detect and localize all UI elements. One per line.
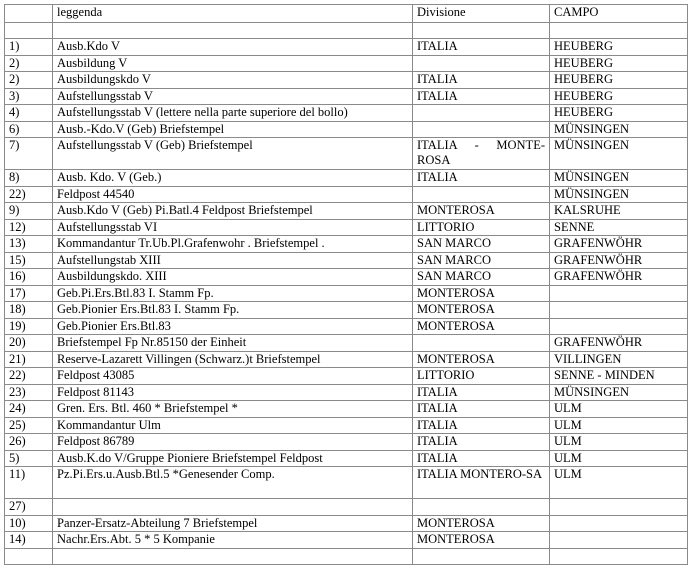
cell-num: 26): [5, 434, 53, 451]
cell-campo: GRAFENWÖHR: [550, 236, 688, 253]
stamp-table: [4, 4, 688, 565]
cell-divisione: MONTEROSA: [413, 285, 550, 302]
cell-num: 20): [5, 335, 53, 352]
cell-num: 18): [5, 302, 53, 319]
cell-legenda: Ausb.Kdo V: [53, 39, 413, 56]
cell-divisione: ITALIA: [413, 384, 550, 401]
cell-divisione: MONTEROSA: [413, 351, 550, 368]
cell-num: 22): [5, 368, 53, 385]
cell-campo: HEUBERG: [550, 105, 688, 122]
cell-num: 3): [5, 88, 53, 105]
cell-divisione: ITALIA MONTERO-SA: [413, 467, 550, 499]
cell-campo: GRAFENWÖHR: [550, 335, 688, 352]
cell-legenda: Ausbildungskdo. XIII: [53, 269, 413, 286]
cell-campo: ULM: [550, 450, 688, 467]
cell-legenda: Geb.Pionier Ers.Btl.83: [53, 318, 413, 335]
cell-num: 17): [5, 285, 53, 302]
header-row: [5, 5, 688, 23]
cell-campo: [550, 532, 688, 549]
cell-num: 25): [5, 417, 53, 434]
cell-legenda: Feldpost 86789: [53, 434, 413, 451]
cell-num: 21): [5, 351, 53, 368]
cell-legenda: Geb.Pi.Ers.Btl.83 I. Stamm Fp.: [53, 285, 413, 302]
header-divisione: Divisione: [413, 5, 550, 23]
cell-num: 11): [5, 467, 53, 499]
table-row: [5, 88, 688, 105]
cell-legenda: Kommandantur Tr.Ub.Pl.Grafenwohr . Briefstempel .: [53, 236, 413, 253]
cell-num: 2): [5, 55, 53, 72]
table-row: [5, 219, 688, 236]
cell-legenda: Ausbildungskdo V: [53, 72, 413, 89]
cell-divisione: ITALIA: [413, 450, 550, 467]
table-row: [5, 532, 688, 549]
cell-legenda: [53, 499, 413, 516]
cell-campo: HEUBERG: [550, 88, 688, 105]
cell-divisione: ITALIA: [413, 88, 550, 105]
empty-cell: [550, 23, 688, 39]
cell-divisione: ITALIA: [413, 401, 550, 418]
cell-num: 4): [5, 105, 53, 122]
cell-legenda: Aufstellungsstab V: [53, 88, 413, 105]
table-row: [5, 351, 688, 368]
cell-legenda: Ausb.Kdo V (Geb) Pi.Batl.4 Feldpost Briefstempel: [53, 203, 413, 220]
table-row: [5, 401, 688, 418]
cell-divisione: MONTEROSA: [413, 532, 550, 549]
empty-cell: [53, 548, 413, 564]
cell-divisione: ITALIA - MONTE-ROSA: [413, 138, 550, 170]
empty-cell: [53, 23, 413, 39]
cell-divisione: MONTEROSA: [413, 302, 550, 319]
cell-campo: ULM: [550, 434, 688, 451]
cell-divisione: [413, 105, 550, 122]
cell-campo: ULM: [550, 401, 688, 418]
cell-num: 2): [5, 72, 53, 89]
cell-divisione: ITALIA: [413, 417, 550, 434]
cell-legenda: Geb.Pionier Ers.Btl.83 I. Stamm Fp.: [53, 302, 413, 319]
cell-num: 13): [5, 236, 53, 253]
cell-divisione: LITTORIO: [413, 219, 550, 236]
table-row: [5, 138, 688, 170]
table-row: [5, 384, 688, 401]
cell-num: 8): [5, 170, 53, 187]
cell-campo: SENNE: [550, 219, 688, 236]
table-row: [5, 434, 688, 451]
table-row: [5, 269, 688, 286]
table-row: [5, 302, 688, 319]
cell-campo: MÜNSINGEN: [550, 186, 688, 203]
cell-divisione: [413, 121, 550, 138]
cell-legenda: Ausb. Kdo. V (Geb.): [53, 170, 413, 187]
table-row: [5, 335, 688, 352]
table-row: [5, 170, 688, 187]
cell-num: 23): [5, 384, 53, 401]
cell-num: 6): [5, 121, 53, 138]
cell-campo: ULM: [550, 417, 688, 434]
table-row: [5, 105, 688, 122]
cell-divisione: SAN MARCO: [413, 269, 550, 286]
cell-legenda: Ausbildung V: [53, 55, 413, 72]
cell-campo: ULM: [550, 467, 688, 499]
cell-campo: [550, 318, 688, 335]
cell-campo: HEUBERG: [550, 72, 688, 89]
cell-num: 12): [5, 219, 53, 236]
cell-campo: MÜNSINGEN: [550, 384, 688, 401]
document-sheet: [4, 4, 687, 565]
cell-legenda: Aufstellungsstab VI: [53, 219, 413, 236]
cell-legenda: Aufstellungsstab V (Geb) Briefstempel: [53, 138, 413, 170]
cell-divisione: [413, 499, 550, 516]
cell-legenda: Nachr.Ers.Abt. 5 * 5 Kompanie: [53, 532, 413, 549]
cell-divisione: MONTEROSA: [413, 318, 550, 335]
table-row: [5, 72, 688, 89]
table-row: [5, 417, 688, 434]
header-campo: CAMPO: [550, 5, 688, 23]
cell-legenda: Briefstempel Fp Nr.85150 der Einheit: [53, 335, 413, 352]
cell-divisione: ITALIA: [413, 434, 550, 451]
cell-divisione: ITALIA: [413, 170, 550, 187]
table-row: [5, 285, 688, 302]
empty-cell: [5, 548, 53, 564]
cell-num: 1): [5, 39, 53, 56]
table-row: [5, 515, 688, 532]
cell-num: 14): [5, 532, 53, 549]
table-row: [5, 368, 688, 385]
cell-num: 19): [5, 318, 53, 335]
empty-cell: [5, 23, 53, 39]
cell-num: 5): [5, 450, 53, 467]
cell-legenda: Gren. Ers. Btl. 460 * Briefstempel *: [53, 401, 413, 418]
cell-num: 22): [5, 186, 53, 203]
cell-num: 27): [5, 499, 53, 516]
cell-campo: MÜNSINGEN: [550, 170, 688, 187]
table-row: [5, 252, 688, 269]
header-legenda: leggenda: [53, 5, 413, 23]
cell-legenda: Panzer-Ersatz-Abteilung 7 Briefstempel: [53, 515, 413, 532]
cell-legenda: Feldpost 81143: [53, 384, 413, 401]
cell-num: 24): [5, 401, 53, 418]
cell-num: 9): [5, 203, 53, 220]
cell-campo: GRAFENWÖHR: [550, 269, 688, 286]
table-body: [5, 5, 688, 565]
cell-legenda: Ausb.-Kdo.V (Geb) Briefstempel: [53, 121, 413, 138]
table-row: [5, 318, 688, 335]
cell-divisione: [413, 186, 550, 203]
empty-cell: [413, 23, 550, 39]
cell-campo: HEUBERG: [550, 55, 688, 72]
cell-divisione: LITTORIO: [413, 368, 550, 385]
cell-divisione: MONTEROSA: [413, 515, 550, 532]
cell-legenda: Feldpost 43085: [53, 368, 413, 385]
cell-legenda: Ausb.K.do V/Gruppe Pioniere Briefstempel Feldpost: [53, 450, 413, 467]
table-row: [5, 236, 688, 253]
cell-legenda: Pz.Pi.Ers.u.Ausb.Btl.5 *Genesender Comp.: [53, 467, 413, 499]
cell-campo: HEUBERG: [550, 39, 688, 56]
cell-divisione: [413, 335, 550, 352]
cell-divisione: SAN MARCO: [413, 236, 550, 253]
table-row: [5, 186, 688, 203]
cell-legenda: Aufstellungstab XIII: [53, 252, 413, 269]
cell-legenda: Reserve-Lazarett Villingen (Schwarz.)t Briefstempel: [53, 351, 413, 368]
cell-divisione: MONTEROSA: [413, 203, 550, 220]
table-row: [5, 203, 688, 220]
cell-divisione: ITALIA: [413, 39, 550, 56]
table-row: [5, 121, 688, 138]
cell-campo: VILLINGEN: [550, 351, 688, 368]
cell-divisione: SAN MARCO: [413, 252, 550, 269]
table-row: [5, 450, 688, 467]
cell-num: 15): [5, 252, 53, 269]
cell-num: 16): [5, 269, 53, 286]
table-row: [5, 39, 688, 56]
cell-campo: [550, 302, 688, 319]
cell-campo: GRAFENWÖHR: [550, 252, 688, 269]
spacer-row: [5, 23, 688, 39]
cell-campo: [550, 499, 688, 516]
cell-num: 10): [5, 515, 53, 532]
cell-divisione: [413, 55, 550, 72]
cell-campo: KALSRUHE: [550, 203, 688, 220]
cell-legenda: Kommandantur Ulm: [53, 417, 413, 434]
cell-campo: MÜNSINGEN: [550, 138, 688, 170]
cell-legenda: Feldpost 44540: [53, 186, 413, 203]
spacer-row: [5, 548, 688, 564]
cell-campo: SENNE - MINDEN: [550, 368, 688, 385]
cell-campo: [550, 515, 688, 532]
header-num: [5, 5, 53, 23]
cell-campo: MÜNSINGEN: [550, 121, 688, 138]
table-row: [5, 467, 688, 499]
table-row: [5, 499, 688, 516]
cell-num: 7): [5, 138, 53, 170]
empty-cell: [413, 548, 550, 564]
cell-campo: [550, 285, 688, 302]
table-row: [5, 55, 688, 72]
cell-legenda: Aufstellungsstab V (lettere nella parte superiore del bollo): [53, 105, 413, 122]
empty-cell: [550, 548, 688, 564]
cell-divisione: ITALIA: [413, 72, 550, 89]
